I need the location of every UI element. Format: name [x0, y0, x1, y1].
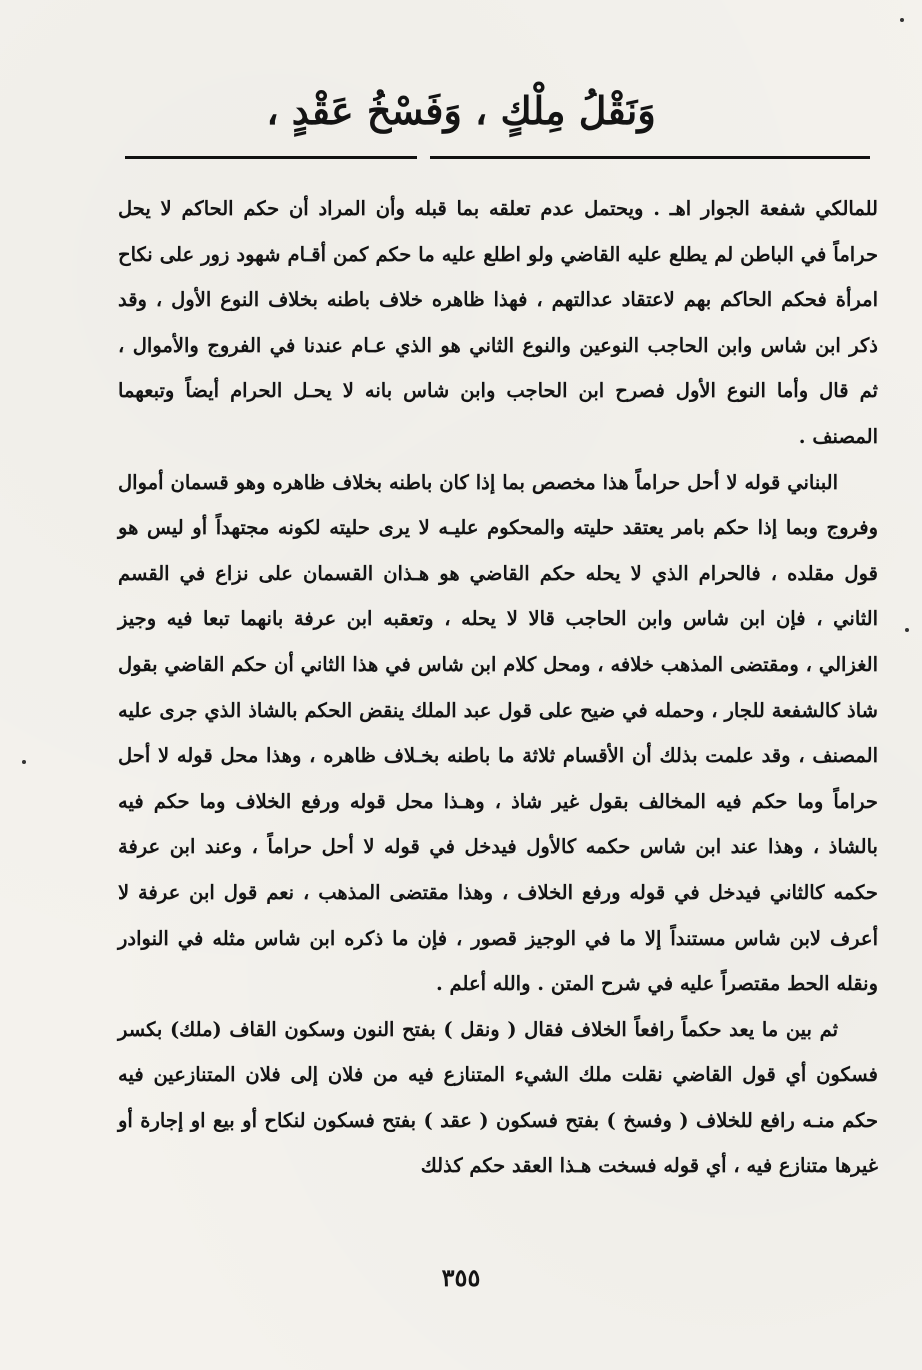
paragraph: ثم بين ما يعد حكماً رافعاً الخلاف فقال ( ونقل ) بفتح النون وسكون القاف (ملك) بكسر فسكون أي قول القاضي نقلت ملك الشيء المتنازع فيه من فلان إلى فلان المتنازعين فيه حكم منـه رافع للخلاف ( وفسخ ) بفتح فسكون ( عقد ) بفتح فسكون لنكاح أو بيع او إجارة أو غيرها متنازع فيه ، أي قوله فسخت هـذا العقد حكم كذلك	[118, 1017, 879, 1178]
scan-speck	[905, 628, 909, 632]
body-text	[118, 186, 878, 1189]
page-number: ٣٥٥	[441, 1263, 481, 1292]
scan-speck	[22, 760, 26, 764]
header-rule-right	[430, 156, 870, 159]
paragraph: البناني قوله لا أحل حراماً هذا مخصص بما إذا كان باطنه بخلاف ظاهره وهو قسمان أموال وفروج وبما إذا حكم بامر يعتقد حليته والمحكوم عليـه لا يرى حليته لكونه مجتهداً أو ليس هو قول مقلده ، فالحرام الذي لا يحله حكم القاضي هو هـذان القسمان على نزاع في القسم الثاني ، فإن ابن شاس وابن الحاجب قالا لا يحله ، وتعقبه ابن عرفة بانهما تبعا فيه وجيز الغزالي ، ومقتضى المذهب خلافه ، ومحل كلام ابن شاس في هذا الثاني أن حكم القاضي بقول شاذ كالشفعة للجار ، وحمله في ضيح على قول عبد الملك ينقض الحكم بالشاذ الذي جرى عليه المصنف ، وقد علمت بذلك أن الأقسام ثلاثة ما باطنه بخـلاف ظاهره ، وهذا محل قوله لا أحل حراماً وما حكم فيه المخالف بقول غير شاذ ، وهـذا محل قوله ورفع الخلاف وما حكم فيه بالشاذ ، وهذا عند ابن شاس حكمه كالأول فيدخل في قوله لا أحل حراماً ، وعند ابن عرفة حكمه كالثاني فيدخل في قوله ورفع الخلاف ، وهذا مقتضى المذهب ، نعم قول ابن عرفة لا أعرف لابن شاس مستنداً إلا ما في الوجيز قصور ، فإن ما ذكره ابن شاس مثله في النوادر ونقله الحط مقتصراً عليه في شرح المتن . والله أعلم .	[118, 470, 878, 996]
paragraph: للمالكي شفعة الجوار اهـ . ويحتمل عدم تعلقه بما قبله وأن المراد أن حكم الحاكم لا يحل حراماً في الباطن لم يطلع عليه القاضي ولو اطلع عليه ما حكم كمن أقـام شهود زور على نكاح امرأة فحكم الحاكم بهم لاعتقاد عدالتهم ، فهذا ظاهره خلاف باطنه بخلاف النوع الأول ، وقد ذكر ابن شاس وابن الحاجب النوعين والنوع الثاني هو الذي عـام عندنا في الفروج والأموال ، ثم قال وأما النوع الأول فصرح ابن الحاجب وابن شاس بانه لا يحـل الحرام أيضاً وتبعهما المصنف .	[118, 197, 878, 448]
scan-speck	[900, 18, 904, 22]
header-rule-left	[125, 156, 417, 159]
page-header-title: وَنَقْلُ مِلْكٍ ، وَفَسْخُ عَقْدٍ ،	[266, 88, 656, 133]
